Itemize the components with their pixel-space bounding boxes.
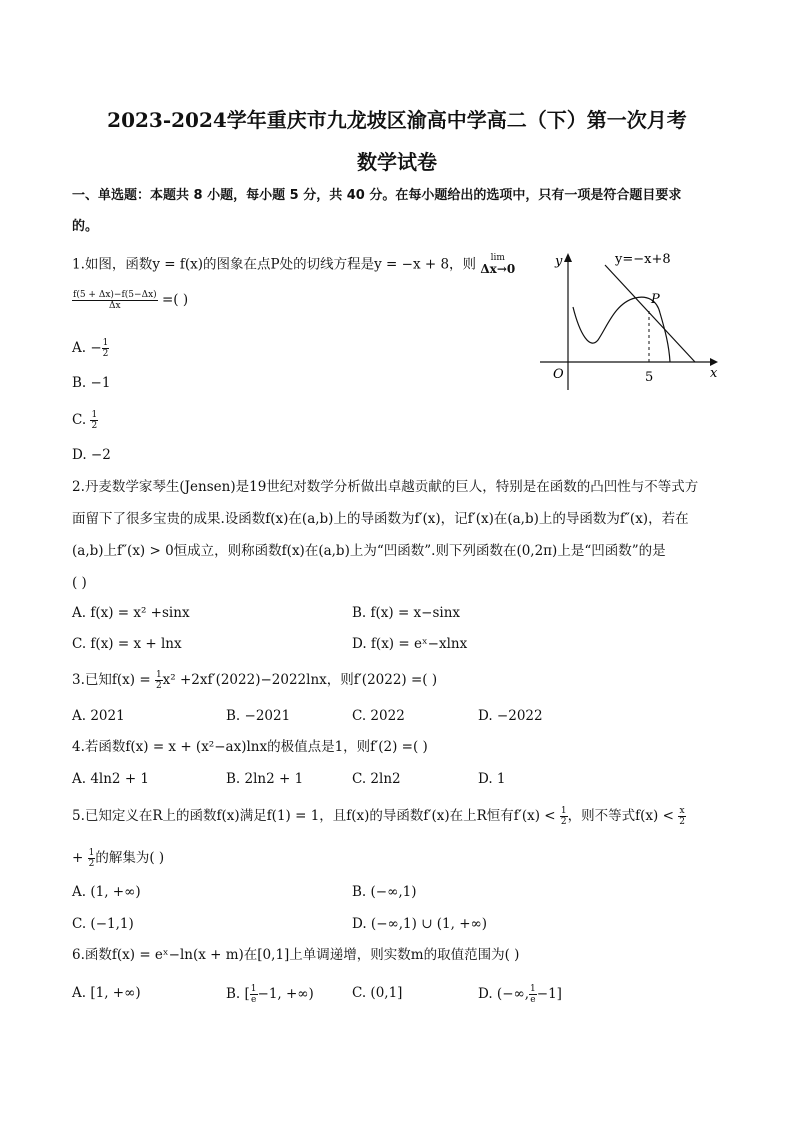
q1-option-a-frac [102, 338, 110, 359]
q1-stem-tail: =( ) [161, 292, 189, 308]
q5-option-c[interactable]: C. (−1,1) [72, 916, 134, 932]
q1-function-graph [535, 245, 735, 395]
q1-option-c[interactable] [72, 410, 98, 431]
q1-stem-fraction-line [72, 290, 188, 311]
tangent-line-label: y=−x+8 [615, 252, 671, 267]
q1-difference-quotient [72, 290, 158, 311]
q3-option-d[interactable]: D. −2022 [478, 708, 543, 724]
q6-option-b[interactable] [226, 984, 314, 1005]
q5-frac1-den: 2 [560, 817, 567, 827]
x-axis-arrow-icon [710, 358, 718, 366]
q1-frac-den: Δx [109, 301, 121, 311]
tick-label-5: 5 [645, 370, 654, 385]
q6-option-a[interactable]: A. [1, +∞) [72, 985, 141, 1001]
q4-option-d[interactable]: D. 1 [478, 771, 506, 787]
origin-label: O [553, 367, 564, 382]
q5-stem-pre: 5.已知定义在R上的函数f(x)满足f(1) = 1，且f(x)的导函数f′(x)在上R恒有f′(x) < [72, 808, 556, 824]
q1-limit-top: lim [490, 253, 505, 263]
exam-subtitle: 数学试卷 [357, 150, 437, 174]
q1-option-d[interactable]: D. −2 [72, 447, 111, 463]
q1-limit [480, 254, 515, 276]
q5-frac3-den: 2 [88, 859, 95, 869]
q2-option-c[interactable]: C. f(x) = x + lnx [72, 636, 182, 652]
q2-option-a[interactable]: A. f(x) = x² +sinx [72, 605, 190, 621]
q4-option-a[interactable]: A. 4ln2 + 1 [72, 771, 150, 787]
q4-stem: 4.若函数f(x) = x + (x²−ax)lnx的极值点是1，则f′(2) =( ) [72, 739, 428, 755]
q6-option-b-frac [250, 984, 258, 1005]
q1-option-a-den: 2 [102, 349, 109, 359]
q3-stem-pre: 3.已知f(x) = [72, 672, 151, 688]
q1-limit-bottom: Δx→0 [480, 262, 516, 276]
q2-stem-line3: (a,b)上f″(x) > 0恒成立，则称函数f(x)在(a,b)上为“凹函数”.则下列函数在(0,2π)上是“凹函数”的是 [72, 543, 666, 559]
q5-frac3-num: 1 [88, 848, 95, 858]
q3-half-frac [155, 670, 163, 691]
q1-frac-num: f(5 + Δx)−f(5−Δx) [73, 290, 157, 300]
q5-frac-1 [560, 806, 568, 827]
q3-frac-num: 1 [155, 670, 162, 680]
q2-stem-line1: 2.丹麦数学家琴生(Jensen)是19世纪对数学分析做出卓越贡献的巨人，特别是在函数的凸凹性与不等式方 [72, 479, 699, 495]
q4-option-b[interactable]: B. 2ln2 + 1 [226, 771, 304, 787]
q6-option-d-post: −1] [536, 986, 562, 1002]
q1-option-c-den: 2 [91, 421, 98, 431]
q4-option-c[interactable]: C. 2ln2 [352, 771, 401, 787]
q6-option-d-pre: D. (−∞, [478, 986, 530, 1002]
section-heading: 一、单选题：本题共 8 小题，每小题 5 分，共 40 分。在每小题给出的选项中，只有一项是符合题目要求 [72, 188, 682, 203]
y-axis-label: y [555, 254, 563, 269]
tangent-line [605, 265, 695, 362]
q6-option-b-den: e [250, 995, 257, 1005]
q5-frac2-den: 2 [679, 817, 685, 827]
q3-stem-post: x² +2xf′(2022)−2022lnx，则f′(2022) =( ) [162, 672, 438, 688]
q3-option-a[interactable]: A. 2021 [72, 708, 125, 724]
q6-option-b-pre: B. [ [226, 986, 250, 1002]
q5-line2-pre: + [72, 850, 84, 866]
q6-option-d-num: 1 [530, 984, 536, 994]
q1-option-a-label: A. [72, 340, 87, 356]
q5-frac2-num: x [679, 806, 685, 816]
q1-stem [72, 254, 515, 276]
q5-stem-mid: ，则不等式f(x) < [567, 808, 674, 824]
q5-frac-2 [678, 806, 686, 827]
point-p-label: P [651, 292, 660, 307]
q1-option-a[interactable] [72, 338, 109, 359]
q5-stem-line2 [72, 848, 164, 869]
q5-stem-line1 [72, 806, 686, 827]
q1-option-a-sign: − [90, 340, 102, 356]
q6-option-b-num: 1 [250, 984, 257, 994]
q2-stem-line4: ( ) [72, 575, 87, 591]
q1-option-c-label: C. [72, 412, 87, 428]
q6-option-d[interactable] [478, 984, 562, 1005]
section-heading-cont: 的。 [72, 219, 99, 234]
q3-frac-den: 2 [155, 681, 162, 691]
q1-option-b[interactable]: B. −1 [72, 375, 111, 391]
q5-line2-post: 的解集为( ) [95, 850, 165, 866]
q6-option-b-post: −1, +∞) [257, 986, 314, 1002]
q1-option-c-num: 1 [91, 410, 98, 420]
q6-option-d-frac [529, 984, 537, 1005]
exam-title: 2023-2024学年重庆市九龙坡区渝高中学高二（下）第一次月考 [107, 108, 687, 132]
q3-option-c[interactable]: C. 2022 [352, 708, 405, 724]
q5-option-a[interactable]: A. (1, +∞) [72, 884, 141, 900]
x-axis-label: x [710, 366, 718, 381]
q2-option-b[interactable]: B. f(x) = x−sinx [352, 605, 461, 621]
y-axis-arrow-icon [564, 253, 572, 262]
q2-option-d[interactable]: D. f(x) = eˣ−xlnx [352, 636, 468, 652]
q1-option-c-frac [90, 410, 98, 431]
q2-stem-line2: 面留下了很多宝贵的成果.设函数f(x)在(a,b)上的导函数为f′(x)，记f′(x)在(a,b)上的导函数为f″(x)，若在 [72, 511, 689, 527]
q3-option-b[interactable]: B. −2021 [226, 708, 291, 724]
q3-stem [72, 670, 437, 691]
q5-frac1-num: 1 [560, 806, 567, 816]
q5-option-d[interactable]: D. (−∞,1) ∪ (1, +∞) [352, 916, 488, 932]
q1-option-a-num: 1 [102, 338, 109, 348]
q6-option-d-den: e [530, 995, 536, 1005]
q6-option-c[interactable]: C. (0,1] [352, 985, 403, 1001]
q6-stem: 6.函数f(x) = eˣ−ln(x + m)在[0,1]上单调递增，则实数m的取值范围为( ) [72, 947, 520, 963]
q5-option-b[interactable]: B. (−∞,1) [352, 884, 417, 900]
q1-stem-text: 1.如图，函数y = f(x)的图象在点P处的切线方程是y = −x + 8，则 [72, 256, 477, 273]
